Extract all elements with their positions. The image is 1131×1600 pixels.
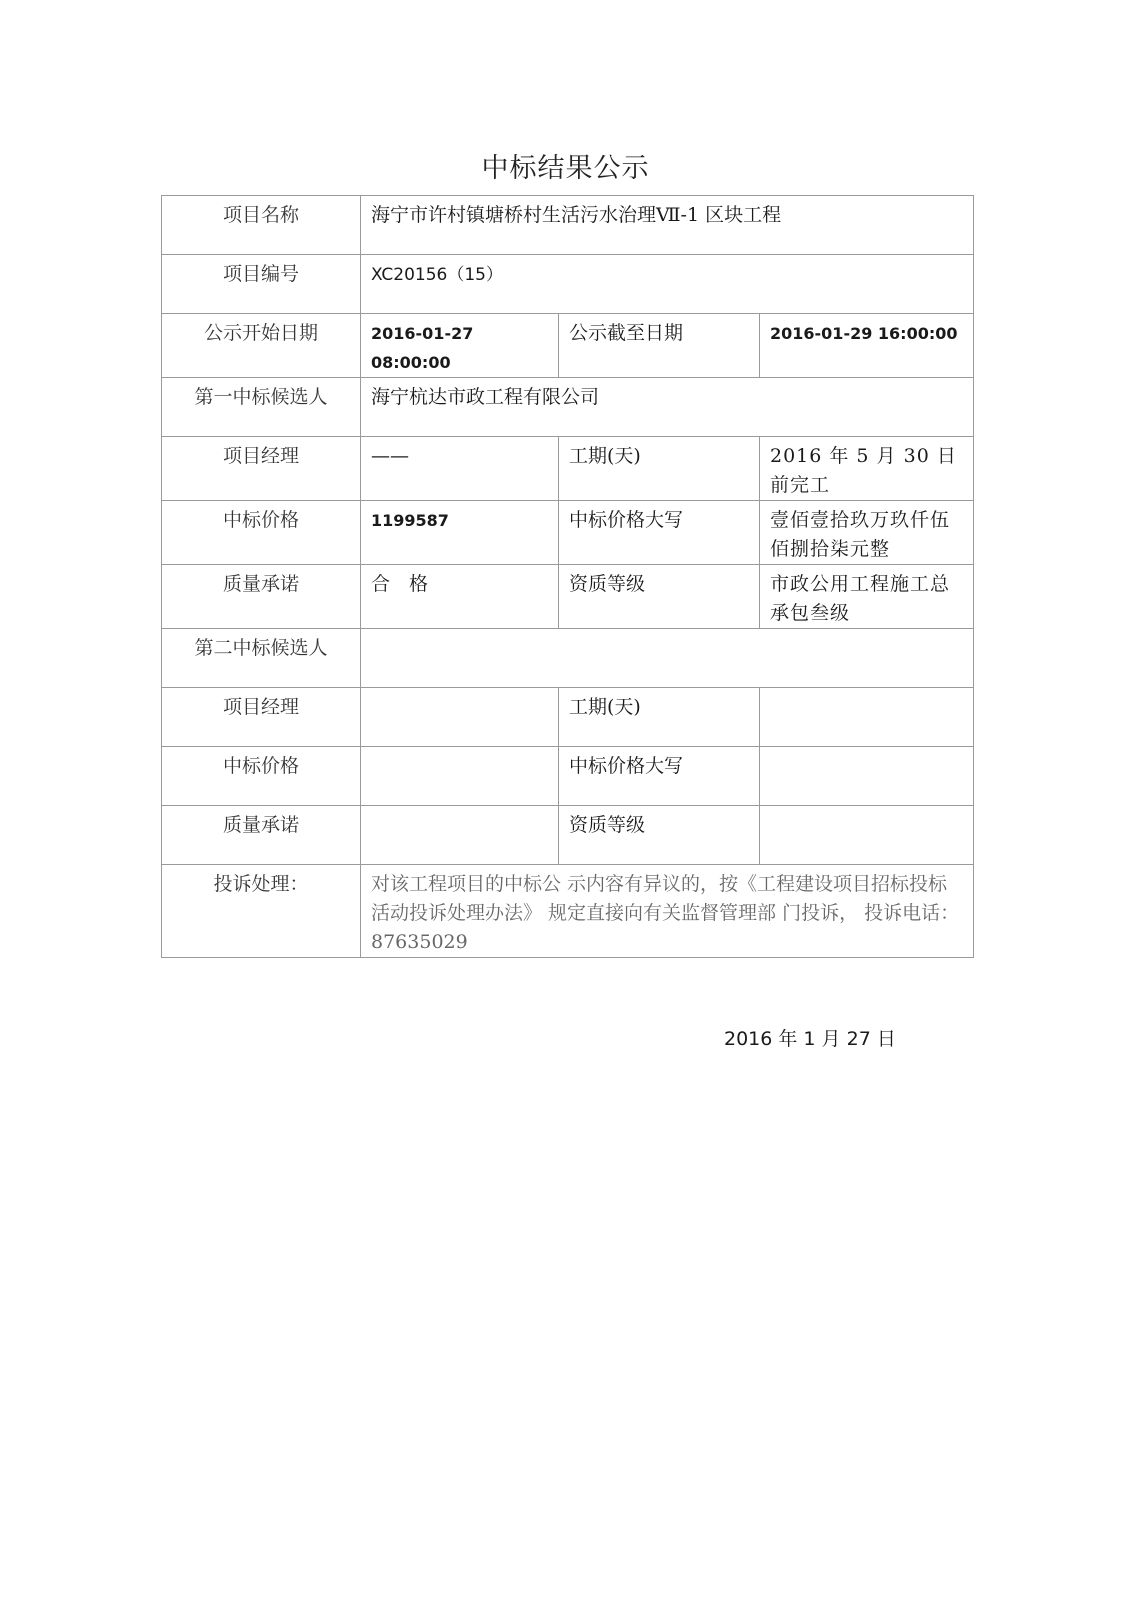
complaint-label: 投诉处理： — [162, 865, 361, 958]
table-row — [162, 437, 974, 501]
project-name-label: 项目名称 — [162, 196, 361, 255]
project-code-label: 项目编号 — [162, 255, 361, 314]
notice-date: 2016 年 1 月 27 日 — [724, 1028, 896, 1050]
first-price-label: 中标价格 — [162, 501, 361, 565]
notice-end-value: 2016-01-29 16:00:00 — [770, 324, 958, 343]
table-row — [162, 378, 974, 437]
notice-start-label: 公示开始日期 — [162, 314, 361, 378]
second-qualification-label: 资质等级 — [559, 806, 760, 865]
first-manager-label: 项目经理 — [162, 437, 361, 501]
complaint-text: 对该工程项目的中标公 示内容有异议的，按《工程建设项目招标投标活动投诉处理办法》 规定直接向有关监督管理部 门投诉， 投诉电话：87635029 — [361, 865, 974, 958]
table-row — [162, 629, 974, 688]
project-code-cell — [361, 255, 974, 314]
project-name-value: 海宁市许村镇塘桥村生活污水治理Ⅶ-1 区块工程 — [361, 196, 974, 255]
second-period-label: 工期(天) — [559, 688, 760, 747]
first-qualification-value: 市政公用工程施工总承包叁级 — [760, 565, 974, 629]
notice-end-label: 公示截至日期 — [559, 314, 760, 378]
first-quality-label: 质量承诺 — [162, 565, 361, 629]
first-price-upper-label: 中标价格大写 — [559, 501, 760, 565]
table-row — [162, 501, 974, 565]
second-price-upper-value — [760, 747, 974, 806]
second-manager-value — [361, 688, 559, 747]
page-title: 中标结果公示 — [481, 153, 650, 184]
table-row — [162, 255, 974, 314]
second-price-label: 中标价格 — [162, 747, 361, 806]
notice-end-cell — [760, 314, 974, 378]
first-manager-value: —— — [361, 437, 559, 501]
table-row — [162, 747, 974, 806]
table-row — [162, 865, 974, 958]
bid-result-table — [161, 195, 974, 958]
second-manager-label: 项目经理 — [162, 688, 361, 747]
first-price-upper-value: 壹佰壹拾玖万玖仟伍佰捌拾柒元整 — [760, 501, 974, 565]
first-quality-value: 合 格 — [361, 565, 559, 629]
second-candidate-name — [361, 629, 974, 688]
table-row — [162, 196, 974, 255]
table-row — [162, 688, 974, 747]
first-price-cell — [361, 501, 559, 565]
project-code-value: XC20156（15） — [371, 265, 503, 285]
notice-start-cell — [361, 314, 559, 378]
first-period-label: 工期(天) — [559, 437, 760, 501]
table-row — [162, 565, 974, 629]
notice-start-value: 2016-01-27 08:00:00 — [371, 324, 474, 372]
second-price-value — [361, 747, 559, 806]
first-candidate-label: 第一中标候选人 — [162, 378, 361, 437]
first-period-value: 2016 年 5 月 30 日前完工 — [760, 437, 974, 501]
second-price-upper-label: 中标价格大写 — [559, 747, 760, 806]
second-quality-label: 质量承诺 — [162, 806, 361, 865]
table-row — [162, 806, 974, 865]
first-candidate-name: 海宁杭达市政工程有限公司 — [361, 378, 974, 437]
first-price-value: 1199587 — [371, 511, 449, 530]
second-qualification-value — [760, 806, 974, 865]
table-row — [162, 314, 974, 378]
second-candidate-label: 第二中标候选人 — [162, 629, 361, 688]
first-qualification-label: 资质等级 — [559, 565, 760, 629]
second-period-value — [760, 688, 974, 747]
second-quality-value — [361, 806, 559, 865]
